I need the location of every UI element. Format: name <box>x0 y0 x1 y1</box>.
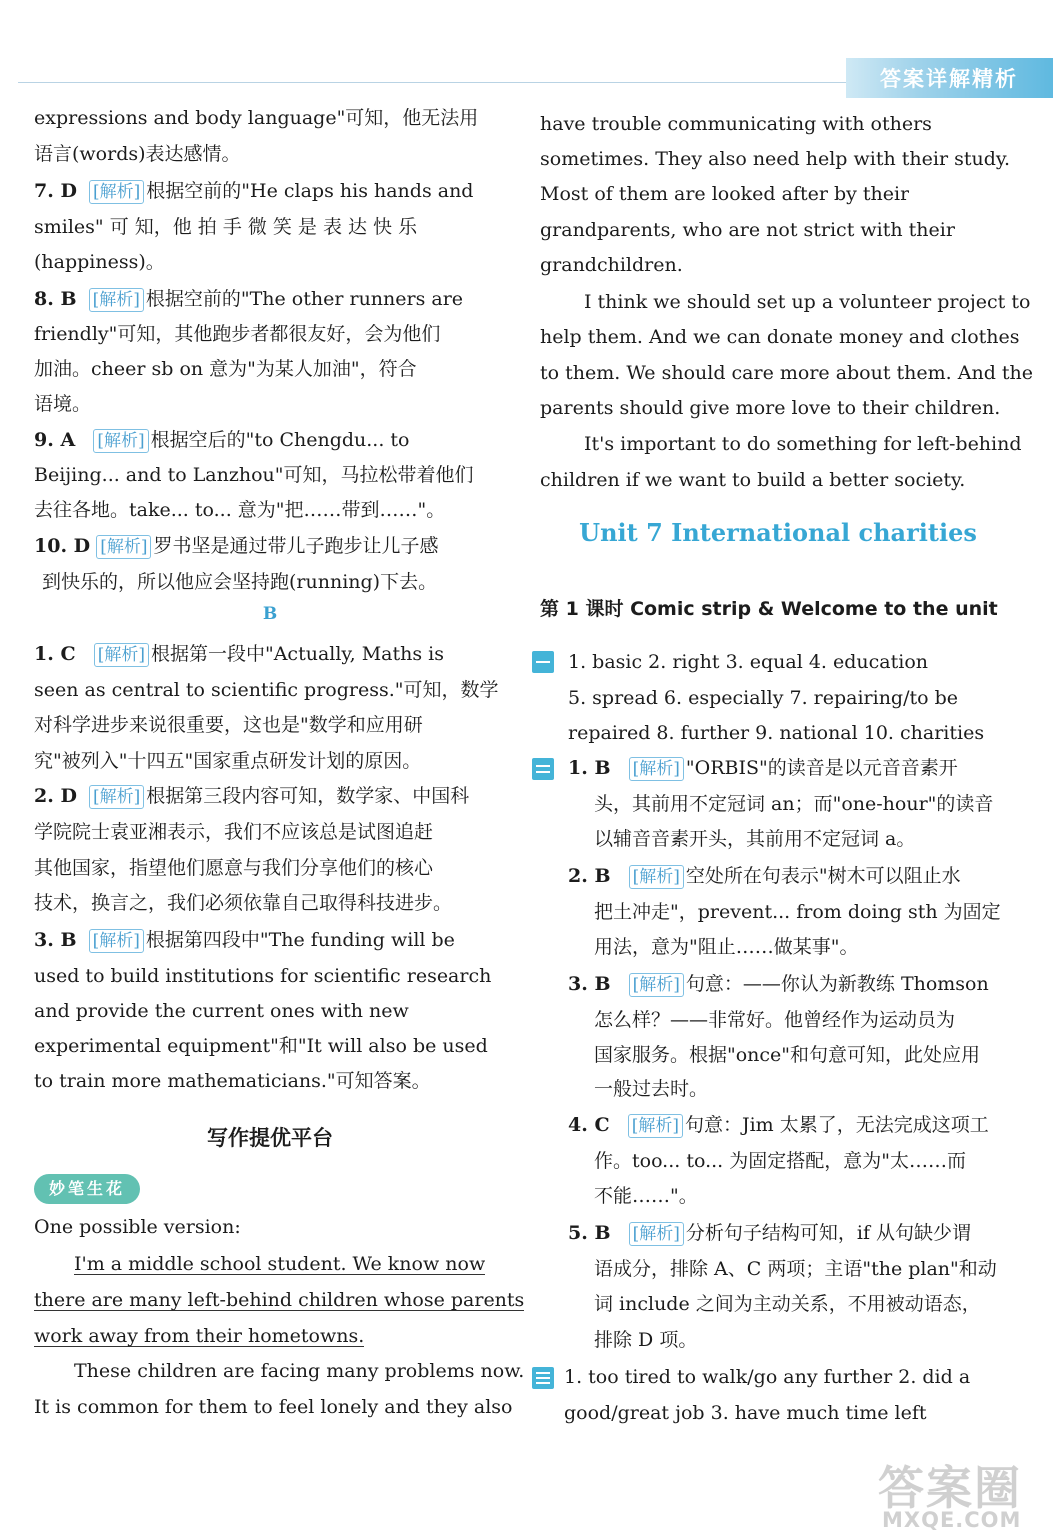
text-line: 语成分，排除 A、C 两项；主语"the plan"和动 <box>594 1258 997 1280</box>
text-line: "ORBIS"的读音是以元音音素开 <box>685 757 958 779</box>
text-line: 到快乐的，所以他应会坚持跑(running)下去。 <box>42 571 438 593</box>
text-line: 根据第三段内容可知，数学家、中国科 <box>146 785 470 807</box>
essay-line: grandparents, who are not strict with their <box>540 219 955 241</box>
text-line: (happiness)。 <box>34 251 165 273</box>
text-line: 对科学进步来说很重要，这也是"数学和应用研 <box>34 714 423 736</box>
text-line: 语言(words)表达感情。 <box>34 143 241 165</box>
essay-line: I'm a middle school student. We know now <box>74 1253 486 1275</box>
text-line: experimental equipment"和"It will also be used <box>34 1035 488 1057</box>
answer-number: 9. A <box>34 429 76 451</box>
essay-line: It's important to do something for left-behind <box>584 433 1022 455</box>
jiexi-label: [解析] <box>94 643 149 667</box>
text-line: 加油。cheer sb on 意为"为某人加油"，符合 <box>34 358 417 380</box>
essay-line: These children are facing many problems now. <box>74 1360 525 1382</box>
text-line: 去往各地。take... to... 意为"把……带到……"。 <box>34 499 446 521</box>
unit-title: Unit 7 International charities <box>579 518 977 547</box>
watermark-url: MXQE.COM <box>882 1508 1022 1532</box>
text-line: 罗书坚是通过带儿子跑步让儿子感 <box>153 535 439 557</box>
text-line: 究"被列入"十四五"国家重点研发计划的原因。 <box>34 750 422 772</box>
text-line: 分析句子结构可知，if 从句缺少谓 <box>685 1222 972 1244</box>
jiexi-label: [解析] <box>89 785 144 809</box>
writing-heading: 写作提优平台 <box>207 1126 333 1150</box>
text-line: 1. too tired to walk/go any further 2. did a <box>564 1366 971 1388</box>
text-line: seen as central to scientific progress."可知，数学 <box>34 679 499 701</box>
text-line: 排除 D 项。 <box>594 1329 698 1351</box>
essay-intro: One possible version: <box>34 1216 241 1238</box>
jiexi-label: [解析] <box>89 929 144 953</box>
essay-line: sometimes. They also need help with their study. <box>540 148 1011 170</box>
section-three-icon <box>532 1367 554 1389</box>
text-line: 其他国家，指望他们愿意与我们分享他们的核心 <box>34 857 434 879</box>
text-line: Beijing... and to Lanzhou"可知，马拉松带着他们 <box>34 464 474 486</box>
text-line: repaired 8. further 9. national 10. charities <box>568 722 985 744</box>
essay-line: It is common for them to feel lonely and they also <box>34 1396 513 1418</box>
answer-2-5 <box>568 1217 971 1249</box>
header-rule <box>18 82 848 83</box>
text-line: 语境。 <box>34 393 92 415</box>
section-tag: 妙笔生花 <box>34 1174 140 1204</box>
jiexi-label: [解析] <box>629 865 684 889</box>
answer-number: 8. B <box>34 288 77 310</box>
answer-2-4 <box>568 1109 989 1141</box>
text-line: 用法，意为"阻止……做某事"。 <box>594 936 859 958</box>
text-line: 根据空前的"He claps his hands and <box>146 180 474 202</box>
answer-2-1 <box>568 752 958 784</box>
answer-10 <box>34 530 438 562</box>
answer-9 <box>34 424 410 456</box>
essay-line: grandchildren. <box>540 254 683 276</box>
header-tab <box>846 58 1053 98</box>
jiexi-label: [解析] <box>89 288 144 312</box>
text-line: 作。too... to... 为固定搭配，意为"太……而 <box>594 1150 966 1172</box>
text-line: 技术，换言之，我们必须依靠自己取得科技进步。 <box>34 892 453 914</box>
text-line: and provide the current ones with new <box>34 1000 409 1022</box>
text-line: 根据第四段中"The funding will be <box>145 929 455 951</box>
answer-2-2 <box>568 860 961 892</box>
header-tab-text: 答案详解精析 <box>880 67 1018 91</box>
answer-number: 1. B <box>568 757 611 779</box>
text-line: used to build institutions for scientific research <box>34 965 492 987</box>
text-line: 把土冲走"，prevent... from doing sth 为固定 <box>594 901 1001 923</box>
answer-number: 3. B <box>568 973 611 995</box>
jiexi-label: [解析] <box>93 429 148 453</box>
text-line: 句意：——你认为新教练 Thomson <box>685 973 989 995</box>
answer-b1 <box>34 638 444 670</box>
text-line: 1. basic 2. right 3. equal 4. education <box>568 651 928 673</box>
text-line: 一般过去时。 <box>594 1078 709 1100</box>
text-line: 学院院士袁亚湘表示，我们不应该总是试图追赶 <box>34 821 434 843</box>
lesson-title: 第 1 课时 Comic strip & Welcome to the unit <box>540 598 998 620</box>
answer-number: 5. B <box>568 1222 611 1244</box>
text-line: 根据第一段中"Actually, Maths is <box>150 643 444 665</box>
watermark-text: 答案圈 <box>878 1461 1022 1515</box>
answer-number: 7. D <box>34 180 77 202</box>
text-line: expressions and body language"可知，他无法用 <box>34 107 479 129</box>
answer-number: 1. C <box>34 643 76 665</box>
text-line: 句意：Jim 太累了，无法完成这项工 <box>684 1114 989 1136</box>
essay-line: children if we want to build a better society. <box>540 469 966 491</box>
text-line: 头，其前用不定冠词 an；而"one-hour"的读音 <box>594 793 994 815</box>
essay-line: there are many left-behind children whose parents <box>34 1289 525 1311</box>
answer-number: 2. D <box>34 785 77 807</box>
jiexi-label: [解析] <box>96 535 151 559</box>
jiexi-label: [解析] <box>628 1114 683 1138</box>
section-b-label: B <box>262 604 278 624</box>
text-line: 词 include 之间为主动关系，不用被动语态， <box>594 1293 981 1315</box>
text-line: 根据空后的"to Chengdu... to <box>150 429 410 451</box>
essay-line: to them. We should care more about them. And the <box>540 362 1034 384</box>
text-line: 空处所在句表示"树木可以阻止水 <box>685 865 961 887</box>
jiexi-label: [解析] <box>629 1222 684 1246</box>
answer-8 <box>34 283 463 315</box>
answer-b2 <box>34 780 469 812</box>
section-one-icon <box>532 651 554 673</box>
answer-2-3 <box>568 968 989 1000</box>
essay-line: help them. And we can donate money and clothes <box>540 326 1020 348</box>
text-line: good/great job 3. have much time left <box>564 1402 927 1424</box>
jiexi-label: [解析] <box>629 757 684 781</box>
jiexi-label: [解析] <box>629 973 684 997</box>
watermark-logo <box>870 1452 1050 1534</box>
text-line: 国家服务。根据"once"和句意可知，此处应用 <box>594 1044 981 1066</box>
text-line: 5. spread 6. especially 7. repairing/to be <box>568 687 959 709</box>
essay-line: work away from their hometowns. <box>34 1325 365 1347</box>
answer-7 <box>34 175 473 207</box>
essay-line: I think we should set up a volunteer project to <box>584 291 1031 313</box>
text-line: 根据空前的"The other runners are <box>145 288 464 310</box>
text-line: 不能……"。 <box>594 1185 698 1207</box>
text-line: smiles" 可 知，他 拍 手 微 笑 是 表 达 快 乐 <box>34 216 418 238</box>
text-line: 以辅音音素开头，其前用不定冠词 a。 <box>594 828 916 850</box>
section-two-icon <box>532 758 554 780</box>
answer-number: 10. D <box>34 535 91 557</box>
answer-number: 4. C <box>568 1114 610 1136</box>
jiexi-label: [解析] <box>89 180 144 204</box>
text-line: friendly"可知，其他跑步者都很友好，会为他们 <box>34 323 441 345</box>
answer-number: 3. B <box>34 929 77 951</box>
text-line: to train more mathematicians."可知答案。 <box>34 1070 431 1092</box>
text-line: 怎么样？——非常好。他曾经作为运动员为 <box>594 1009 956 1031</box>
answer-b3 <box>34 924 455 956</box>
essay-line: have trouble communicating with others <box>540 113 932 135</box>
essay-line: Most of them are looked after by their <box>540 183 910 205</box>
essay-line: parents should give more love to their children. <box>540 397 1001 419</box>
answer-number: 2. B <box>568 865 611 887</box>
